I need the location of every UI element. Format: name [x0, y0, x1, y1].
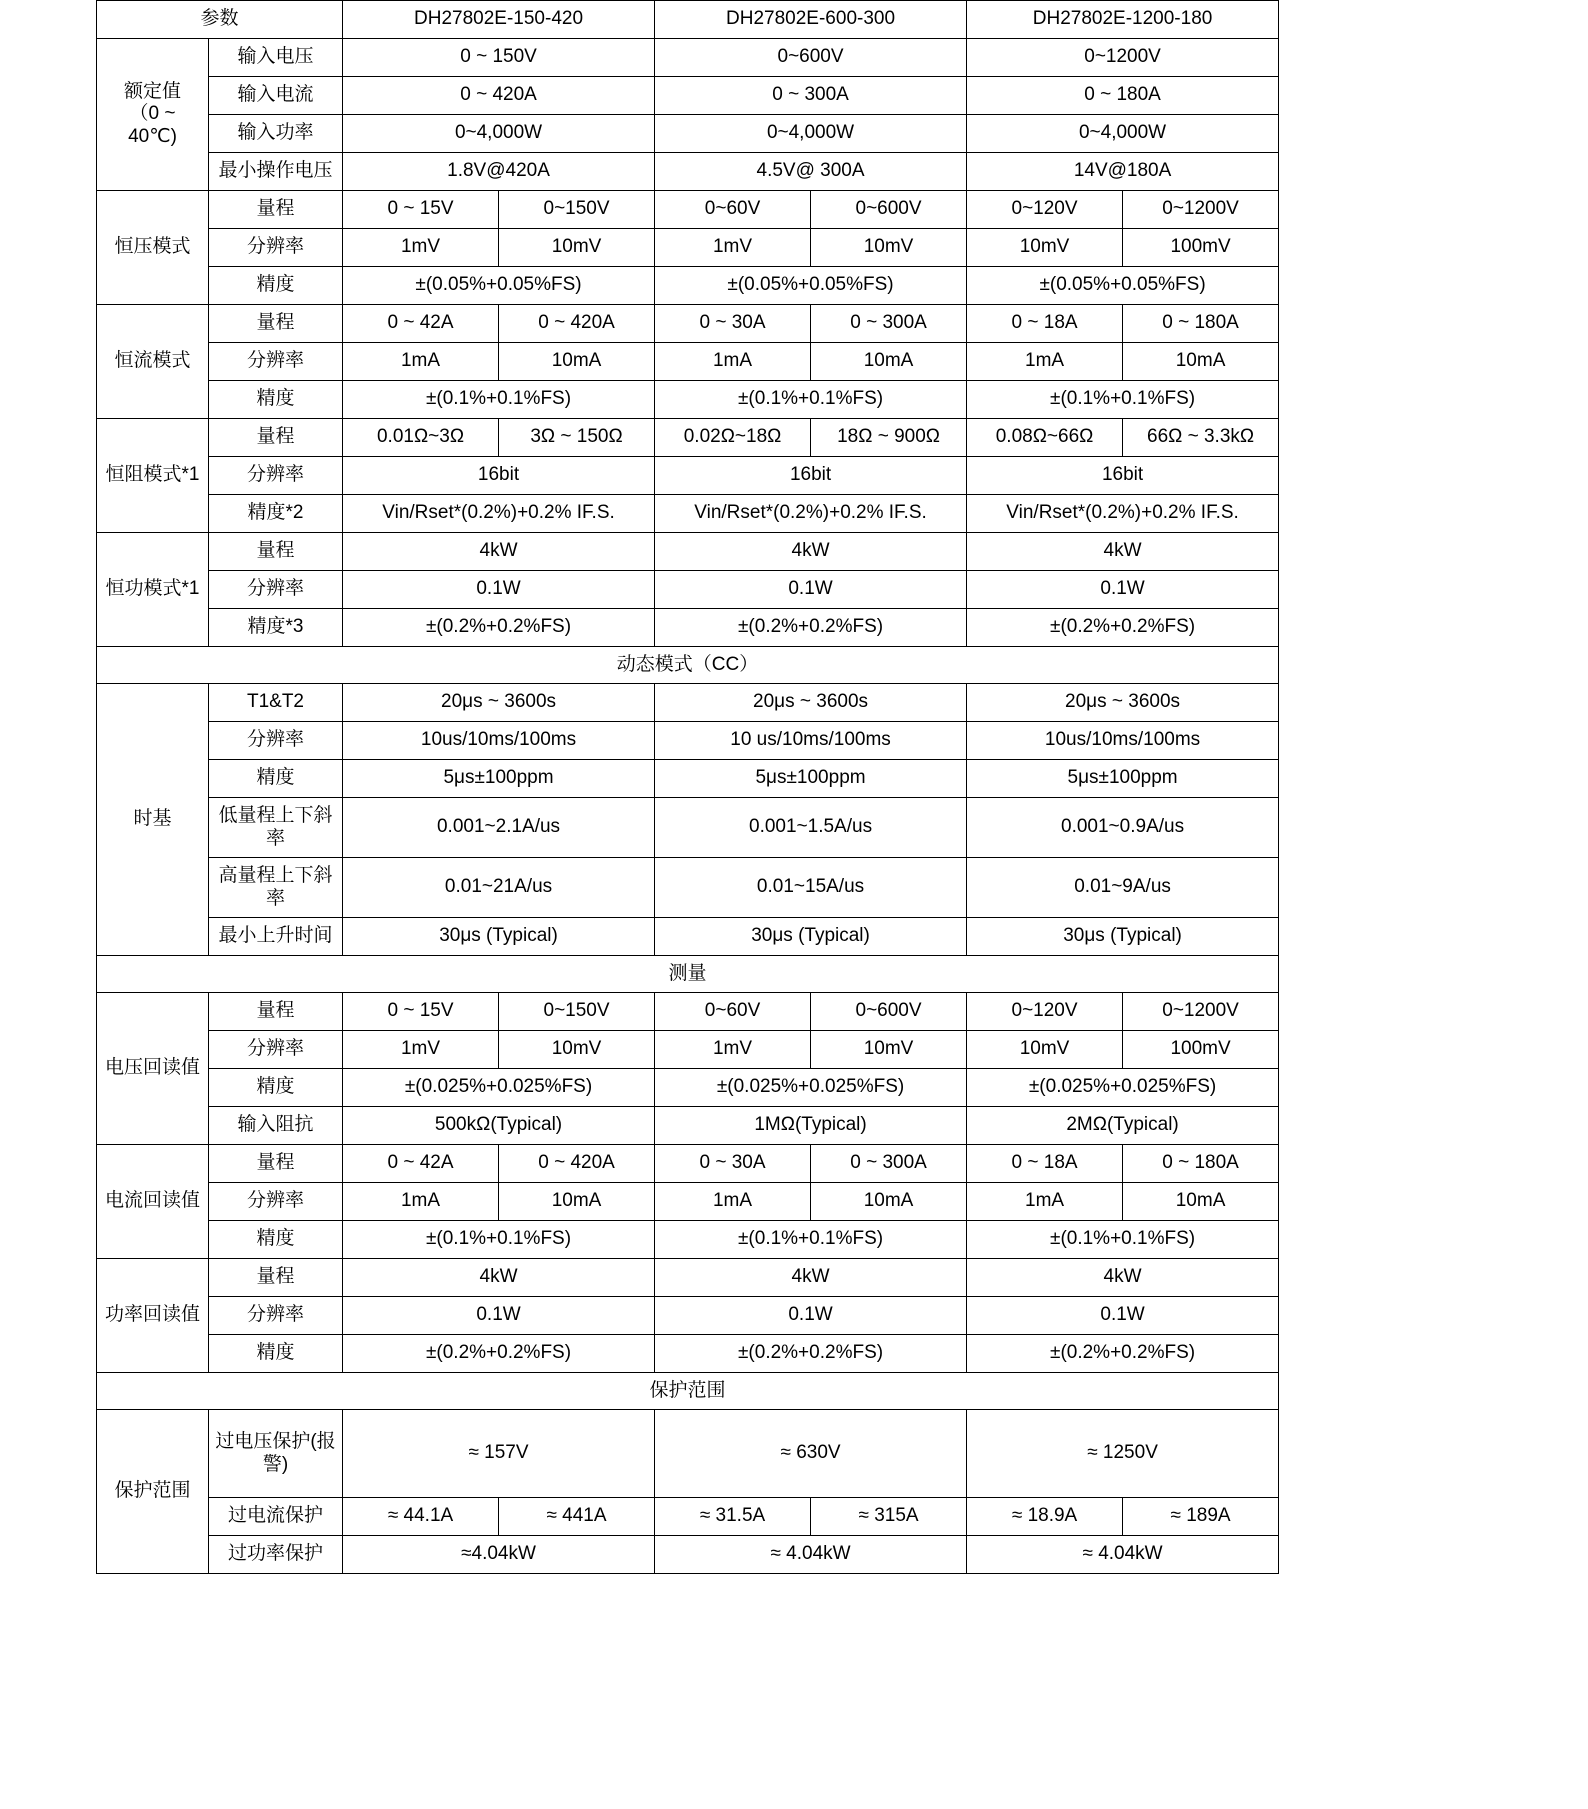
- cell-value: ≈ 157V: [343, 1410, 655, 1498]
- table-row: [97, 684, 1279, 722]
- cell-value: 20μs ~ 3600s: [967, 684, 1279, 722]
- cell-value: Vin/Rset*(0.2%)+0.2% IF.S.: [967, 495, 1279, 533]
- cell-value: ±(0.2%+0.2%FS): [967, 1335, 1279, 1373]
- cell-value: 30μs (Typical): [343, 918, 655, 956]
- cell-value: 0 ~ 18A: [967, 1145, 1123, 1183]
- header-model-1: DH27802E-150-420: [343, 1, 655, 39]
- table-row: [97, 1031, 1279, 1069]
- row-label: 分辨率: [209, 571, 343, 609]
- table-row: [97, 1335, 1279, 1373]
- cell-value: ±(0.025%+0.025%FS): [655, 1069, 967, 1107]
- cell-value: 5μs±100ppm: [343, 760, 655, 798]
- cell-value: 10us/10ms/100ms: [343, 722, 655, 760]
- table-row: [97, 571, 1279, 609]
- cell-value: 10mV: [499, 229, 655, 267]
- cell-value: 1mA: [967, 343, 1123, 381]
- cell-value: 14V@180A: [967, 153, 1279, 191]
- cell-value: 4kW: [655, 1259, 967, 1297]
- cell-value: 16bit: [655, 457, 967, 495]
- row-label: 最小操作电压: [209, 153, 343, 191]
- group-voltage-readback: 电压回读值: [97, 993, 209, 1145]
- section-title-protection: 保护范围: [97, 1373, 1279, 1410]
- cell-value: ±(0.2%+0.2%FS): [967, 609, 1279, 647]
- cell-value: 2MΩ(Typical): [967, 1107, 1279, 1145]
- cell-value: 10mV: [499, 1031, 655, 1069]
- table-row: [97, 1297, 1279, 1335]
- cell-value: 0~600V: [811, 993, 967, 1031]
- row-label: 分辨率: [209, 1031, 343, 1069]
- cell-value: 0 ~ 15V: [343, 993, 499, 1031]
- table-row: [97, 191, 1279, 229]
- row-label: 分辨率: [209, 1183, 343, 1221]
- row-label: 精度: [209, 267, 343, 305]
- group-power-readback: 功率回读值: [97, 1259, 209, 1373]
- row-label: 低量程上下斜率: [209, 798, 343, 858]
- cell-value: ±(0.025%+0.025%FS): [343, 1069, 655, 1107]
- table-row: [97, 343, 1279, 381]
- table-row: [97, 798, 1279, 858]
- cell-value: 0.1W: [655, 571, 967, 609]
- group-rated: [97, 39, 209, 191]
- cell-value: 1mV: [343, 1031, 499, 1069]
- row-label: 过电压保护(报警): [209, 1410, 343, 1498]
- table-row: [97, 39, 1279, 77]
- row-label: 量程: [209, 1145, 343, 1183]
- cell-value: 10mA: [499, 343, 655, 381]
- cell-value: 0 ~ 300A: [655, 77, 967, 115]
- cell-value: 0.1W: [343, 571, 655, 609]
- table-row: [97, 722, 1279, 760]
- group-cv-mode: 恒压模式: [97, 191, 209, 305]
- table-row: [97, 609, 1279, 647]
- cell-value: Vin/Rset*(0.2%)+0.2% IF.S.: [343, 495, 655, 533]
- cell-value: 1.8V@420A: [343, 153, 655, 191]
- cell-value: 30μs (Typical): [655, 918, 967, 956]
- group-timebase: 时基: [97, 684, 209, 956]
- cell-value: 0~1200V: [1123, 993, 1279, 1031]
- table-row: [97, 115, 1279, 153]
- cell-value: 0~1200V: [967, 39, 1279, 77]
- group-rated-line1: 额定值: [123, 80, 181, 102]
- cell-value: ±(0.2%+0.2%FS): [655, 1335, 967, 1373]
- table-row: [97, 858, 1279, 918]
- row-label: 最小上升时间: [209, 918, 343, 956]
- row-label: 分辨率: [209, 343, 343, 381]
- cell-value: 0 ~ 180A: [1123, 1145, 1279, 1183]
- cell-value: 0.1W: [343, 1297, 655, 1335]
- row-label: 过功率保护: [209, 1536, 343, 1574]
- cell-value: 4kW: [967, 1259, 1279, 1297]
- row-label: 精度: [209, 1335, 343, 1373]
- row-label: 量程: [209, 533, 343, 571]
- cell-value: 0~4,000W: [655, 115, 967, 153]
- cell-value: 0 ~ 15V: [343, 191, 499, 229]
- cell-value: 0 ~ 420A: [499, 1145, 655, 1183]
- cell-value: 0 ~ 420A: [343, 77, 655, 115]
- table-row: [97, 419, 1279, 457]
- cell-value: ±(0.1%+0.1%FS): [655, 1221, 967, 1259]
- cell-value: 0.08Ω~66Ω: [967, 419, 1123, 457]
- cell-value: 0~600V: [655, 39, 967, 77]
- cell-value: 3Ω ~ 150Ω: [499, 419, 655, 457]
- table-row: [97, 1145, 1279, 1183]
- row-label: 输入功率: [209, 115, 343, 153]
- cell-value: 100mV: [1123, 1031, 1279, 1069]
- table-row: [97, 1069, 1279, 1107]
- cell-value: 0.001~2.1A/us: [343, 798, 655, 858]
- group-cc-mode: 恒流模式: [97, 305, 209, 419]
- cell-value: 10mV: [811, 1031, 967, 1069]
- cell-value: 20μs ~ 3600s: [343, 684, 655, 722]
- table-row: [97, 1536, 1279, 1574]
- cell-value: ≈ 44.1A: [343, 1498, 499, 1536]
- row-label: 分辨率: [209, 1297, 343, 1335]
- section-title-dynamic: 动态模式（CC）: [97, 647, 1279, 684]
- cell-value: 0~150V: [499, 993, 655, 1031]
- table-row: [97, 918, 1279, 956]
- cell-value: ≈4.04kW: [343, 1536, 655, 1574]
- row-label: 分辨率: [209, 457, 343, 495]
- section-title-measure: 测量: [97, 956, 1279, 993]
- cell-value: 0 ~ 300A: [811, 1145, 967, 1183]
- table-row: [97, 153, 1279, 191]
- cell-value: 4kW: [967, 533, 1279, 571]
- row-label: 量程: [209, 1259, 343, 1297]
- cell-value: 1mV: [343, 229, 499, 267]
- header-param: 参数: [97, 1, 343, 39]
- cell-value: ±(0.05%+0.05%FS): [343, 267, 655, 305]
- cell-value: 0.001~0.9A/us: [967, 798, 1279, 858]
- row-label: 精度*2: [209, 495, 343, 533]
- cell-value: 5μs±100ppm: [967, 760, 1279, 798]
- group-rated-line2: （0 ~: [129, 103, 176, 125]
- cell-value: 0~120V: [967, 191, 1123, 229]
- cell-value: 66Ω ~ 3.3kΩ: [1123, 419, 1279, 457]
- cell-value: 0 ~ 18A: [967, 305, 1123, 343]
- cell-value: 10 us/10ms/100ms: [655, 722, 967, 760]
- header-model-3: DH27802E-1200-180: [967, 1, 1279, 39]
- cell-value: 1MΩ(Typical): [655, 1107, 967, 1145]
- cell-value: 4kW: [655, 533, 967, 571]
- cell-value: 16bit: [343, 457, 655, 495]
- cell-value: 0 ~ 300A: [811, 305, 967, 343]
- table-row: [97, 495, 1279, 533]
- group-cr-mode: 恒阻模式*1: [97, 419, 209, 533]
- cell-value: ≈ 4.04kW: [967, 1536, 1279, 1574]
- cell-value: 4kW: [343, 533, 655, 571]
- cell-value: 500kΩ(Typical): [343, 1107, 655, 1145]
- cell-value: 4.5V@ 300A: [655, 153, 967, 191]
- row-label: 量程: [209, 993, 343, 1031]
- cell-value: ≈ 315A: [811, 1498, 967, 1536]
- table-row: [97, 77, 1279, 115]
- cell-value: ≈ 4.04kW: [655, 1536, 967, 1574]
- cell-value: ±(0.1%+0.1%FS): [655, 381, 967, 419]
- table-row: [97, 267, 1279, 305]
- table-row: [97, 305, 1279, 343]
- group-rated-line3: 40℃): [128, 125, 177, 147]
- cell-value: 0~60V: [655, 993, 811, 1031]
- cell-value: ≈ 1250V: [967, 1410, 1279, 1498]
- cell-value: Vin/Rset*(0.2%)+0.2% IF.S.: [655, 495, 967, 533]
- cell-value: 0 ~ 42A: [343, 1145, 499, 1183]
- cell-value: 10mA: [499, 1183, 655, 1221]
- cell-value: ≈ 189A: [1123, 1498, 1279, 1536]
- cell-value: 10us/10ms/100ms: [967, 722, 1279, 760]
- cell-value: 0~60V: [655, 191, 811, 229]
- table-row: [97, 760, 1279, 798]
- cell-value: 18Ω ~ 900Ω: [811, 419, 967, 457]
- cell-value: 0.01~9A/us: [967, 858, 1279, 918]
- cell-value: 0 ~ 180A: [967, 77, 1279, 115]
- table-header-row: [97, 1, 1279, 39]
- cell-value: ≈ 18.9A: [967, 1498, 1123, 1536]
- table-row: [97, 1183, 1279, 1221]
- table-row: [97, 381, 1279, 419]
- cell-value: ≈ 31.5A: [655, 1498, 811, 1536]
- cell-value: 10mA: [1123, 1183, 1279, 1221]
- cell-value: 0 ~ 30A: [655, 1145, 811, 1183]
- row-label: T1&T2: [209, 684, 343, 722]
- cell-value: 0~4,000W: [343, 115, 655, 153]
- row-label: 量程: [209, 419, 343, 457]
- cell-value: 1mA: [967, 1183, 1123, 1221]
- table-row: [97, 533, 1279, 571]
- row-label: 精度: [209, 1069, 343, 1107]
- cell-value: 1mA: [655, 1183, 811, 1221]
- cell-value: ±(0.05%+0.05%FS): [967, 267, 1279, 305]
- row-label: 高量程上下斜率: [209, 858, 343, 918]
- cell-value: 0 ~ 42A: [343, 305, 499, 343]
- cell-value: 0.01~21A/us: [343, 858, 655, 918]
- cell-value: 16bit: [967, 457, 1279, 495]
- table-row: [97, 1498, 1279, 1536]
- cell-value: 100mV: [1123, 229, 1279, 267]
- cell-value: ±(0.05%+0.05%FS): [655, 267, 967, 305]
- cell-value: 0.01Ω~3Ω: [343, 419, 499, 457]
- cell-value: 0.1W: [967, 1297, 1279, 1335]
- table-row: [97, 1410, 1279, 1498]
- cell-value: ≈ 441A: [499, 1498, 655, 1536]
- table-row: [97, 1221, 1279, 1259]
- cell-value: 0.02Ω~18Ω: [655, 419, 811, 457]
- cell-value: 0.01~15A/us: [655, 858, 967, 918]
- cell-value: ±(0.1%+0.1%FS): [343, 1221, 655, 1259]
- cell-value: 30μs (Typical): [967, 918, 1279, 956]
- spec-sheet: [96, 0, 1278, 1574]
- row-label: 量程: [209, 191, 343, 229]
- group-cp-mode: 恒功模式*1: [97, 533, 209, 647]
- cell-value: 0.1W: [655, 1297, 967, 1335]
- row-label: 输入电压: [209, 39, 343, 77]
- cell-value: 0~1200V: [1123, 191, 1279, 229]
- cell-value: 0~120V: [967, 993, 1123, 1031]
- group-protection: 保护范围: [97, 1410, 209, 1574]
- cell-value: 20μs ~ 3600s: [655, 684, 967, 722]
- cell-value: 0.001~1.5A/us: [655, 798, 967, 858]
- cell-value: ±(0.2%+0.2%FS): [655, 609, 967, 647]
- table-row: [97, 457, 1279, 495]
- cell-value: 4kW: [343, 1259, 655, 1297]
- cell-value: ±(0.1%+0.1%FS): [967, 381, 1279, 419]
- row-label: 精度: [209, 1221, 343, 1259]
- cell-value: 0~600V: [811, 191, 967, 229]
- table-row: [97, 993, 1279, 1031]
- row-label: 精度*3: [209, 609, 343, 647]
- cell-value: 5μs±100ppm: [655, 760, 967, 798]
- cell-value: 0 ~ 180A: [1123, 305, 1279, 343]
- cell-value: 1mV: [655, 1031, 811, 1069]
- cell-value: 1mA: [655, 343, 811, 381]
- cell-value: 10mV: [967, 1031, 1123, 1069]
- cell-value: 1mA: [343, 1183, 499, 1221]
- cell-value: 0 ~ 30A: [655, 305, 811, 343]
- table-row: [97, 1107, 1279, 1145]
- row-label: 分辨率: [209, 722, 343, 760]
- cell-value: 10mA: [811, 1183, 967, 1221]
- cell-value: 1mA: [343, 343, 499, 381]
- cell-value: ±(0.2%+0.2%FS): [343, 1335, 655, 1373]
- cell-value: 0.1W: [967, 571, 1279, 609]
- cell-value: 0~150V: [499, 191, 655, 229]
- row-label: 精度: [209, 381, 343, 419]
- row-label: 过电流保护: [209, 1498, 343, 1536]
- specification-table: [96, 0, 1279, 1574]
- cell-value: ≈ 630V: [655, 1410, 967, 1498]
- cell-value: 10mA: [1123, 343, 1279, 381]
- table-row: [97, 229, 1279, 267]
- cell-value: 10mA: [811, 343, 967, 381]
- cell-value: 1mV: [655, 229, 811, 267]
- header-model-2: DH27802E-600-300: [655, 1, 967, 39]
- cell-value: 10mV: [811, 229, 967, 267]
- table-row: [97, 1259, 1279, 1297]
- section-header-row: [97, 1373, 1279, 1410]
- cell-value: 0~4,000W: [967, 115, 1279, 153]
- row-label: 分辨率: [209, 229, 343, 267]
- cell-value: 0 ~ 150V: [343, 39, 655, 77]
- cell-value: ±(0.1%+0.1%FS): [967, 1221, 1279, 1259]
- cell-value: 10mV: [967, 229, 1123, 267]
- row-label: 输入电流: [209, 77, 343, 115]
- cell-value: ±(0.2%+0.2%FS): [343, 609, 655, 647]
- group-current-readback: 电流回读值: [97, 1145, 209, 1259]
- section-header-row: [97, 956, 1279, 993]
- section-header-row: [97, 647, 1279, 684]
- cell-value: ±(0.1%+0.1%FS): [343, 381, 655, 419]
- row-label: 量程: [209, 305, 343, 343]
- cell-value: ±(0.025%+0.025%FS): [967, 1069, 1279, 1107]
- row-label: 输入阻抗: [209, 1107, 343, 1145]
- row-label: 精度: [209, 760, 343, 798]
- cell-value: 0 ~ 420A: [499, 305, 655, 343]
